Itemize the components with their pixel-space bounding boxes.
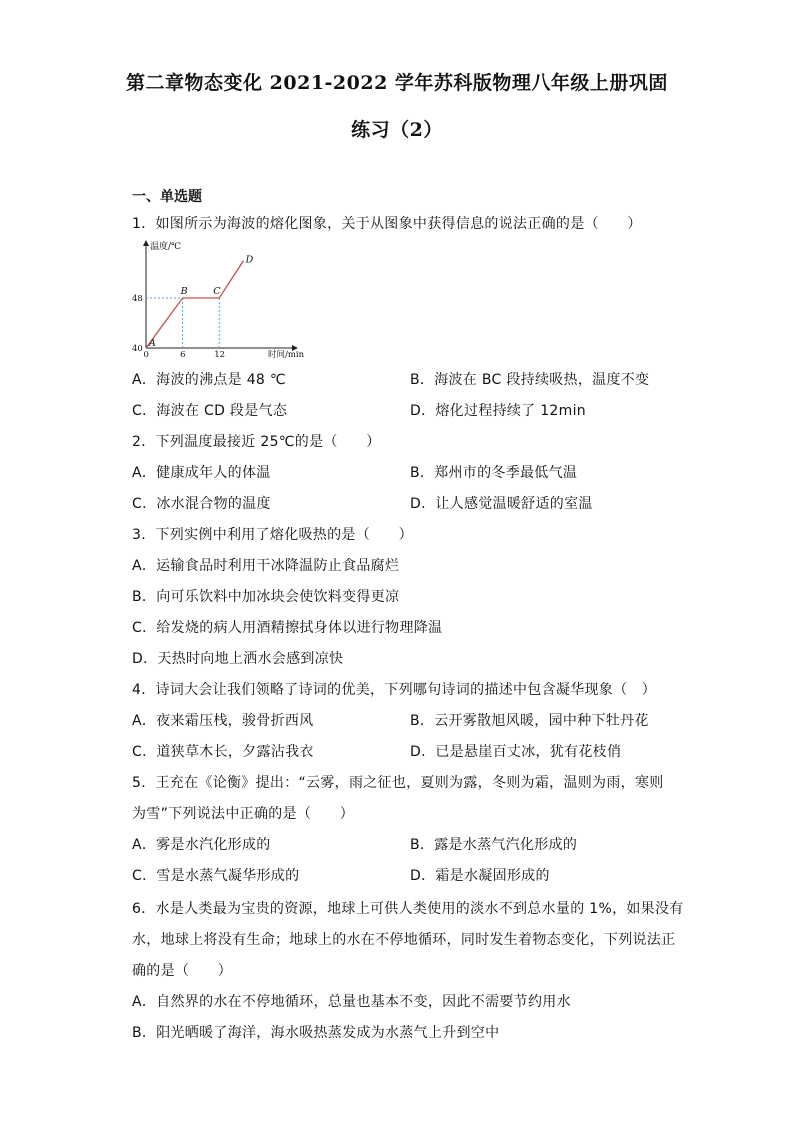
q4-option-c: C．道狭草木长，夕露沾我衣 (132, 744, 314, 760)
q3-option-a: A．运输食品时利用干冰降温防止食品腐烂 (132, 558, 400, 574)
x-tick-0: 0 (143, 350, 149, 360)
x-tick-12: 12 (214, 350, 226, 360)
q4-stem: 4．诗词大会让我们领略了诗词的优美，下列哪句诗词的描述中包含凝华现象（ ） (132, 682, 657, 698)
q3-option-b: B．向可乐饮料中加冰块会使饮料变得更凉 (132, 589, 400, 605)
q2-option-b: B．郑州市的冬季最低气温 (410, 465, 578, 481)
q1-option-c: C．海波在 CD 段是气态 (132, 403, 288, 419)
q1-option-b: B．海波在 BC 段持续吸热，温度不变 (410, 372, 650, 388)
q2-stem: 2．下列温度最接近 25℃的是（ ） (132, 434, 381, 450)
q2-option-d: D．让人感觉温暖舒适的室温 (410, 496, 593, 512)
q6-stem-line2: 水，地球上将没有生命；地球上的水在不停地循环，同时发生着物态变化，下列说法正 (132, 932, 676, 948)
y-axis-label: 温度/℃ (150, 242, 182, 252)
q3-stem: 3．下列实例中利用了熔化吸热的是（ ） (132, 527, 413, 543)
x-tick-6: 6 (180, 350, 186, 360)
q6-option-b: B．阳光晒暖了海洋，海水吸热蒸发成为水蒸气上升到空中 (132, 1025, 500, 1041)
q6-stem-line1: 6．水是人类最为宝贵的资源，地球上可供人类使用的淡水不到总水量的 1%，如果没有 (132, 901, 684, 917)
document-title-line1: 第二章物态变化 2021-2022 学年苏科版物理八年级上册巩固 (126, 72, 668, 94)
point-label-b: B (180, 286, 188, 297)
q5-option-b: B．露是水蒸气汽化形成的 (410, 837, 578, 853)
y-tick-40: 40 (132, 344, 143, 354)
q5-option-c: C．雪是水蒸气凝华形成的 (132, 868, 300, 884)
q3-option-d: D．天热时向地上洒水会感到凉快 (132, 651, 344, 667)
point-label-c: C (213, 286, 221, 297)
x-axis-label: 时间/min (268, 350, 305, 360)
point-label-a: A (149, 338, 156, 349)
point-label-d: D (245, 254, 254, 266)
y-tick-48: 48 (132, 294, 143, 304)
melting-chart (132, 238, 312, 360)
q2-option-a: A．健康成年人的体温 (132, 465, 271, 481)
q6-option-a: A．自然界的水在不停地循环，总量也基本不变，因此不需要节约用水 (132, 994, 571, 1010)
melting-curve (146, 261, 244, 349)
q5-option-d: D．霜是水凝固形成的 (410, 868, 550, 884)
q5-stem-line2: 为雪”下列说法中正确的是（ ） (132, 806, 355, 822)
q4-option-b: B．云开雾散旭风暖，园中种下牡丹花 (410, 713, 649, 729)
section-heading: 一、单选题 (132, 189, 202, 205)
q1-option-a: A．海波的沸点是 48 ℃ (132, 372, 286, 388)
q2-option-c: C．冰水混合物的温度 (132, 496, 271, 512)
q3-option-c: C．给发烧的病人用酒精擦拭身体以进行物理降温 (132, 620, 443, 636)
q5-stem-line1: 5．王充在《论衡》提出：“云雾，雨之征也，夏则为露，冬则为霜，温则为雨，寒则 (132, 775, 664, 791)
q1-stem: 1．如图所示为海波的熔化图象，关于从图象中获得信息的说法正确的是（ ） (132, 216, 642, 232)
y-axis-arrow (143, 240, 149, 246)
q4-option-a: A．夜来霜压栈，骏骨折西风 (132, 713, 314, 729)
q6-stem-line3: 确的是（ ） (132, 963, 233, 979)
document-title-line2: 练习（2） (351, 119, 443, 141)
q1-option-d: D．熔化过程持续了 12min (410, 403, 586, 419)
q5-option-a: A．雾是水汽化形成的 (132, 837, 271, 853)
q4-option-d: D．已是悬崖百丈冰，犹有花枝俏 (410, 744, 622, 760)
